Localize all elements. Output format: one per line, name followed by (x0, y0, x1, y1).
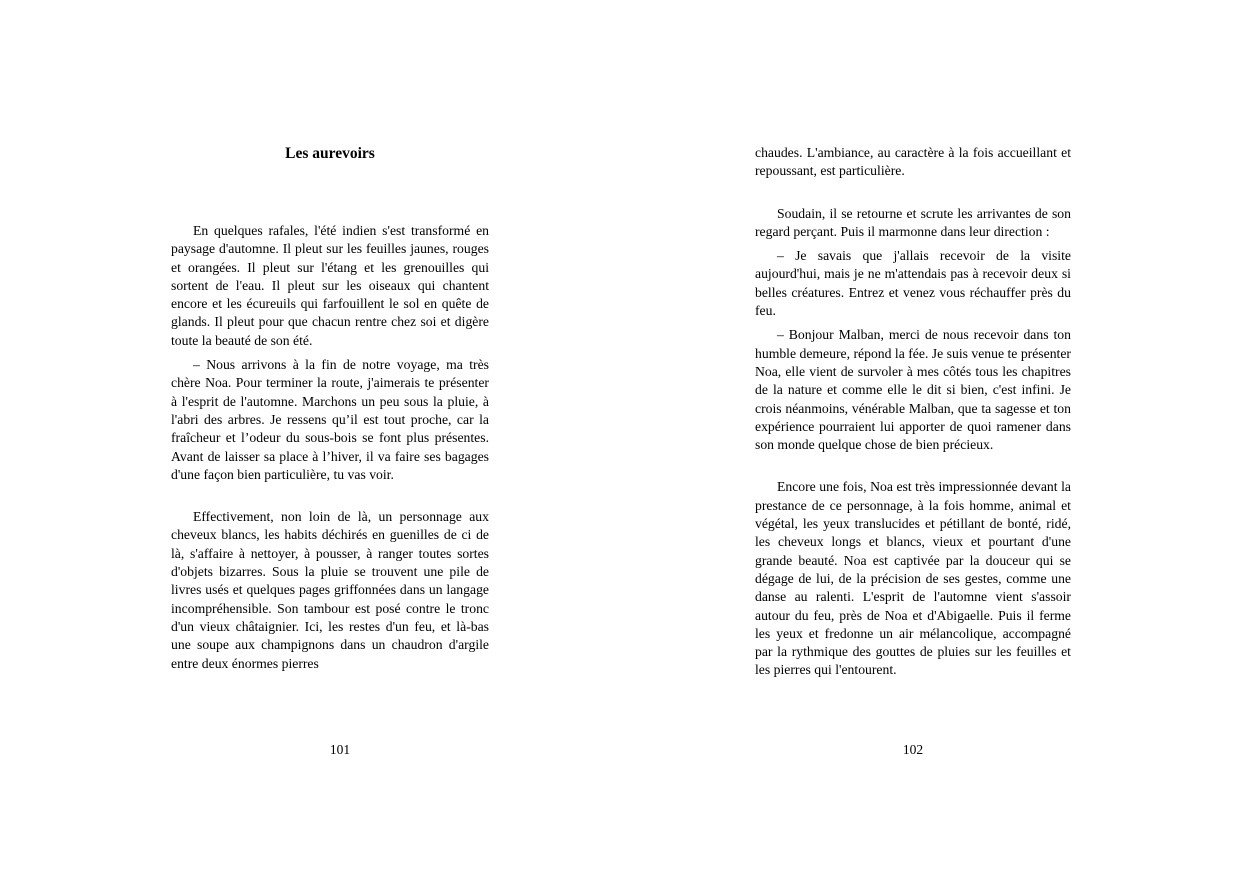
paragraph: Soudain, il se retourne et scrute les arrivantes de son regard perçant. Puis il marmonne dans leur direction : (755, 205, 1071, 239)
paragraph: Effectivement, non loin de là, un personnage aux cheveux blancs, les habits déchirés en guenilles de ci de là, s'affaire à nettoyer, à pousser, à ranger toutes sortes d'objets bizarres. Sous la pluie se trouvent une pile de livres usés et quelques pages griffonnées dans un langage incompréhensible. Son tambour est posé contre le tronc d'un vieux châtaignier. Ici, les restes d'un feu, et là-bas une soupe aux champignons dans un chaudron d'argile entre deux énormes pierres (171, 509, 489, 671)
paragraph: – Bonjour Malban, merci de nous recevoir dans ton humble demeure, répond la fée. Je suis venue te présenter Noa, elle vient de survoler à mes côtés tous les chapitres de la nature et comme elle le dit si bien, c'est infini. Je crois néanmoins, vénérable Malban, que ta sagesse et ton expérience pourraient lui apporter de quoi ramener dans son monde quelque chose de bien précieux. (755, 327, 1071, 453)
left-page-text-column (171, 145, 489, 673)
page-number-left: 101 (329, 742, 351, 757)
paragraph: – Nous arrivons à la fin de notre voyage, ma très chère Noa. Pour terminer la route, j'aimerais te présenter à l'esprit de l'automne. Marchons un peu sous la pluie, à l'abri des arbres. Je ressens qu’il est tout proche, car la fraîcheur et l’odeur du sous-bois se font plus présentes. Avant de laisser sa place à l’hiver, il va faire ses bagages d'une façon bien particulière, tu vas voir. (171, 357, 489, 482)
paragraph: Encore une fois, Noa est très impressionnée devant la prestance de ce personnage, à la fois homme, animal et végétal, les yeux translucides et pétillant de bonté, ridé, les cheveux longs et blancs, vieux et pourtant d'une grande beauté. Noa est captivée par la douceur qui se dégage de lui, de la précision de ses gestes, comme une danse au ralenti. L'esprit de l'automne vient s'assoir autour du feu, près de Noa et d'Abigaelle. Puis il ferme les yeux et fredonne un air mélancolique, accompagné par la rythmique des gouttes de pluies sur les feuilles et les pierres qui l'entourent. (755, 479, 1071, 678)
paragraph: – Je savais que j'allais recevoir de la visite aujourd'hui, mais je ne m'attendais pas à recevoir deux si belles créatures. Entrez et venez vous réchauffer près du feu. (755, 248, 1071, 319)
paragraph: En quelques rafales, l'été indien s'est transformé en paysage d'automne. Il pleut sur les feuilles jaunes, rouges et orangées. Il pleut sur l'étang et les grenouilles qui sortent de l'eau. Il pleut sur les oiseaux qui chantent encore et les écureuils qui farfouillent le sol en quête de glands. Il pleut pour que chacun rentre chez soi et digère toute la beauté de son été. (171, 223, 489, 348)
paragraph: chaudes. L'ambiance, au caractère à la fois accueillant et repoussant, est particulière. (755, 145, 1071, 179)
page-number-right: 102 (902, 742, 924, 757)
right-page-text-column (755, 144, 1071, 680)
chapter-title: Les aurevoirs (285, 145, 375, 162)
